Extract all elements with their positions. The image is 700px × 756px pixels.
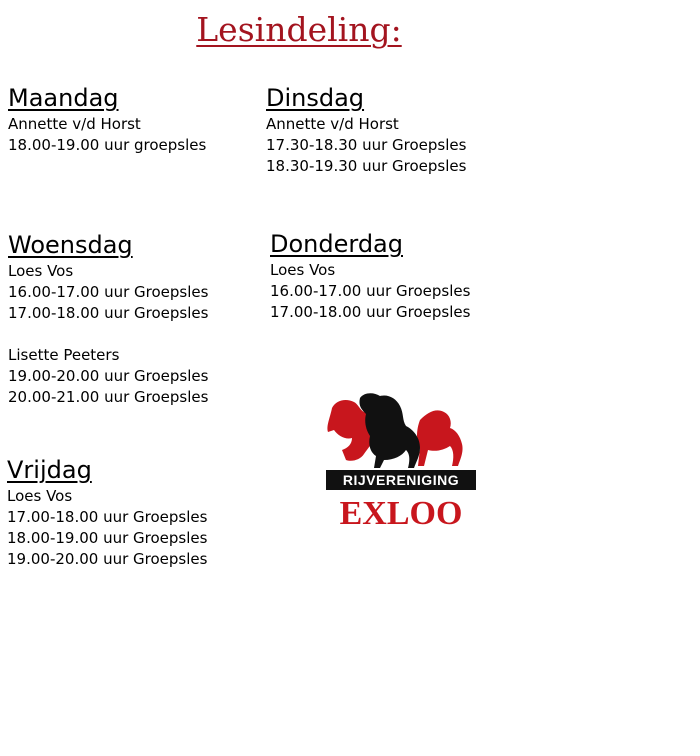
lesson-slot: 18.30-19.30 uur Groepsles <box>266 157 467 175</box>
instructor-name: Loes Vos <box>270 261 336 279</box>
day-block-dinsdag <box>266 84 466 177</box>
logo-banner-text: RIJVERENIGING <box>342 472 460 488</box>
page-title: Lesindeling: <box>196 10 402 49</box>
instructor-name: Annette v/d Horst <box>266 115 399 133</box>
lesson-slot: 16.00-17.00 uur Groepsles <box>8 283 209 301</box>
lesson-slot: 18.00-19.00 uur Groepsles <box>7 529 208 547</box>
instructor-name: Loes Vos <box>8 262 74 280</box>
day-heading: Vrijdag <box>7 456 92 484</box>
day-block-woensdag <box>8 231 208 408</box>
horse-logo-icon <box>324 390 478 530</box>
lesson-slot: 19.00-20.00 uur Groepsles <box>7 550 208 568</box>
lesson-slot: 17.00-18.00 uur Groepsles <box>270 303 471 321</box>
instructor-name: Annette v/d Horst <box>8 115 141 133</box>
lesson-slot: 17.00-18.00 uur Groepsles <box>8 304 209 322</box>
lesson-slot: 17.30-18.30 uur Groepsles <box>266 136 467 154</box>
day-heading: Maandag <box>8 84 119 112</box>
instructor-name: Lisette Peeters <box>8 346 120 364</box>
red-horse-right-icon <box>417 410 463 466</box>
black-horse-icon <box>359 393 420 468</box>
lesson-slot: 18.00-19.00 uur groepsles <box>8 136 207 154</box>
lesson-slot: 20.00-21.00 uur Groepsles <box>8 388 209 406</box>
lesson-slot: 19.00-20.00 uur Groepsles <box>8 367 209 385</box>
day-block-maandag <box>8 84 206 156</box>
day-block-donderdag <box>270 230 470 323</box>
day-heading: Woensdag <box>8 231 133 259</box>
day-heading: Donderdag <box>270 230 403 258</box>
logo-name-text: EXLOO <box>339 495 463 530</box>
lesson-slot: 16.00-17.00 uur Groepsles <box>270 282 471 300</box>
instructor-name: Loes Vos <box>7 487 73 505</box>
lesson-slot: 17.00-18.00 uur Groepsles <box>7 508 208 526</box>
day-block-vrijdag <box>7 456 207 570</box>
day-heading: Dinsdag <box>266 84 365 112</box>
club-logo <box>324 390 478 530</box>
